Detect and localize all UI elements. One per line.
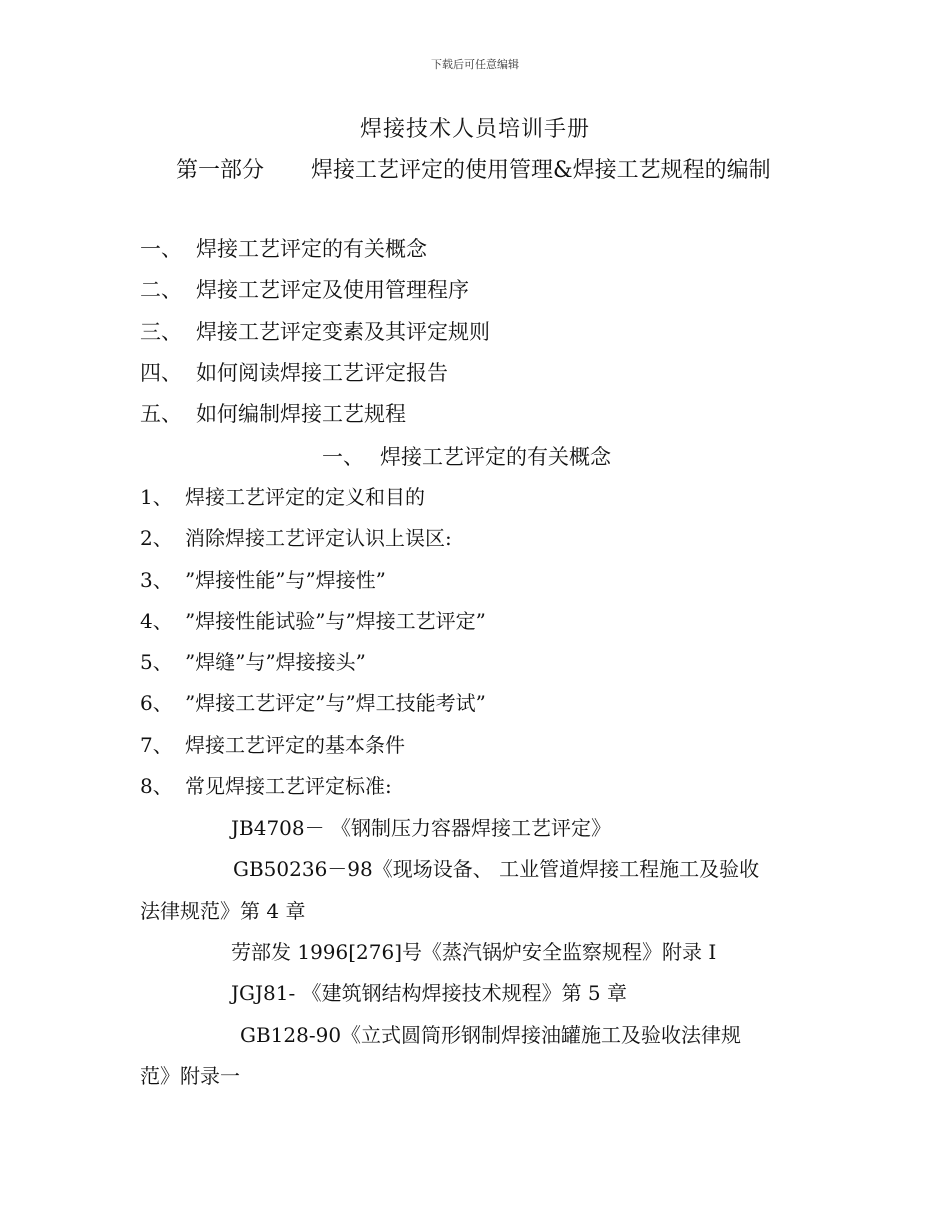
list-item-number: 6、 [140, 691, 173, 716]
toc-item-text: 如何编制焊接工艺规程 [196, 402, 406, 427]
toc-item-text: 焊接工艺评定及使用管理程序 [196, 278, 469, 303]
table-of-contents [140, 233, 490, 439]
list-item [140, 770, 486, 811]
toc-item-number: 二、 [140, 278, 182, 303]
list-item-text: 常见焊接工艺评定标准: [185, 774, 392, 799]
list-item-number: 4、 [140, 608, 173, 633]
section-heading-text: 焊接工艺评定的有关概念 [380, 445, 611, 469]
list-item-text: ”焊接性能”与”焊接性” [185, 567, 386, 592]
standard-line: JGJ81- 《建筑钢结构焊接技术规程》第 5 章 [231, 981, 628, 1005]
document-title: 焊接技术人员培训手册 [359, 117, 590, 142]
list-item [140, 481, 486, 522]
toc-item-number: 三、 [140, 319, 182, 344]
toc-item-text: 如何阅读焊接工艺评定报告 [196, 360, 448, 385]
list-item-text: 消除焊接工艺评定认识上误区: [185, 526, 452, 551]
standard-line-continued: 范》附录一 [140, 1064, 240, 1088]
toc-item-number: 一、 [140, 237, 182, 261]
list-item-text: ”焊缝”与”焊接接头” [185, 650, 366, 675]
list-item-number: 3、 [140, 567, 173, 592]
list-item [140, 564, 486, 605]
list-item [140, 687, 486, 728]
standard-line: 劳部发 1996[276]号《蒸汽锅炉安全监察规程》附录 I [231, 940, 717, 964]
document-subtitle [176, 153, 771, 184]
standard-line-continued: 法律规范》第 4 章 [140, 899, 306, 923]
toc-item-number: 五、 [140, 402, 182, 427]
list-item-number: 5、 [140, 650, 173, 675]
list-item [140, 729, 486, 770]
toc-item-number: 四、 [140, 360, 182, 385]
subtitle-part: 第一部分 [176, 158, 265, 183]
page-header-note: 下载后可任意编辑 [431, 58, 519, 71]
list-item [140, 605, 486, 646]
section-heading-number: 一、 [322, 445, 364, 469]
toc-item [140, 357, 490, 398]
section-heading [322, 441, 611, 471]
list-item-text: ”焊接性能试验”与”焊接工艺评定” [185, 608, 486, 633]
list-item-number: 8、 [140, 774, 173, 799]
toc-item [140, 233, 490, 274]
subtitle-text: 焊接工艺评定的使用管理&焊接工艺规程的编制 [311, 158, 771, 183]
list-item-number: 1、 [140, 485, 173, 509]
list-item-text: ”焊接工艺评定”与”焊工技能考试” [185, 691, 486, 716]
numbered-list [140, 481, 486, 811]
list-item-text: 焊接工艺评定的定义和目的 [185, 485, 425, 509]
toc-item [140, 398, 490, 439]
toc-item-text: 焊接工艺评定的有关概念 [196, 237, 427, 261]
standard-line: JB4708－ 《钢制压力容器焊接工艺评定》 [231, 816, 611, 840]
toc-item [140, 316, 490, 357]
list-item [140, 646, 486, 687]
list-item-text: 焊接工艺评定的基本条件 [185, 732, 405, 757]
list-item-number: 2、 [140, 526, 173, 551]
toc-item-text: 焊接工艺评定变素及其评定规则 [196, 319, 490, 344]
list-item [140, 522, 486, 563]
list-item-number: 7、 [140, 732, 173, 757]
toc-item [140, 274, 490, 315]
standard-line: GB128-90《立式圆筒形钢制焊接油罐施工及验收法律规 [240, 1023, 742, 1047]
standard-line: GB50236－98《现场设备、 工业管道焊接工程施工及验收 [233, 857, 760, 881]
